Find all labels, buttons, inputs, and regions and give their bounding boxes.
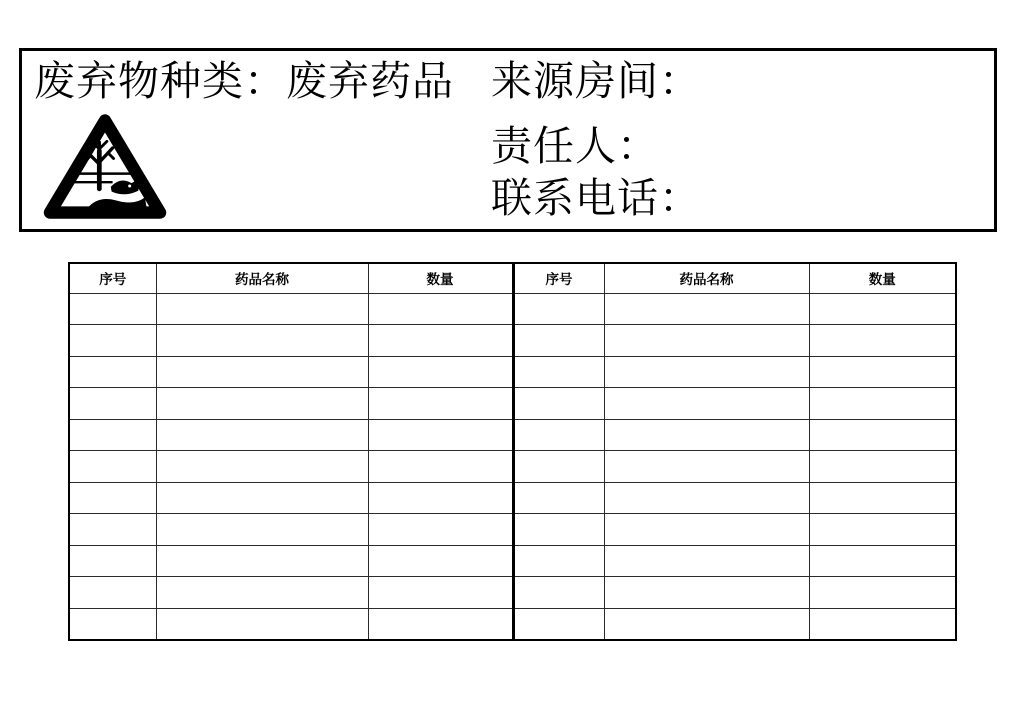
table-cell-empty	[604, 451, 809, 483]
waste-type-line	[34, 58, 454, 104]
table-cell-empty	[604, 577, 809, 609]
table-row	[69, 419, 956, 451]
table-cell-empty	[368, 388, 513, 420]
table-cell-empty	[809, 545, 956, 577]
table-cell-empty	[513, 608, 604, 640]
table-cell-empty	[69, 293, 156, 325]
table-cell-empty	[604, 545, 809, 577]
table-cell-empty	[69, 325, 156, 357]
environmental-hazard-icon	[42, 111, 168, 223]
table-cell-empty	[513, 356, 604, 388]
waste-label-box	[19, 48, 997, 232]
table-cell-empty	[69, 545, 156, 577]
table-cell-empty	[368, 545, 513, 577]
table-cell-empty	[156, 482, 368, 514]
col-header-name-right: 药品名称	[604, 263, 809, 293]
table-body	[69, 293, 956, 640]
table-cell-empty	[368, 293, 513, 325]
table-cell-empty	[809, 325, 956, 357]
table-cell-empty	[368, 356, 513, 388]
waste-type-label: 废弃物种类：	[34, 57, 286, 105]
table-row	[69, 451, 956, 483]
table-cell-empty	[156, 293, 368, 325]
table-cell-empty	[513, 388, 604, 420]
table-cell-empty	[604, 293, 809, 325]
table-cell-empty	[513, 419, 604, 451]
table-cell-empty	[513, 545, 604, 577]
table-cell-empty	[156, 451, 368, 483]
col-header-quantity-left: 数量	[368, 263, 513, 293]
table-cell-empty	[368, 482, 513, 514]
table-row	[69, 388, 956, 420]
table-cell-empty	[809, 451, 956, 483]
table-cell-empty	[156, 325, 368, 357]
table-cell-empty	[156, 356, 368, 388]
table-row	[69, 293, 956, 325]
table-cell-empty	[513, 451, 604, 483]
table-cell-empty	[513, 482, 604, 514]
table-cell-empty	[604, 325, 809, 357]
table-cell-empty	[368, 608, 513, 640]
table-cell-empty	[69, 388, 156, 420]
table-cell-empty	[513, 577, 604, 609]
col-header-index-left: 序号	[69, 263, 156, 293]
table-cell-empty	[604, 356, 809, 388]
table-cell-empty	[368, 451, 513, 483]
table-cell-empty	[69, 451, 156, 483]
col-header-quantity-right: 数量	[809, 263, 956, 293]
table-cell-empty	[809, 293, 956, 325]
table-cell-empty	[513, 325, 604, 357]
table-cell-empty	[368, 577, 513, 609]
table-cell-empty	[809, 608, 956, 640]
col-header-index-right: 序号	[513, 263, 604, 293]
table-cell-empty	[513, 514, 604, 546]
table-cell-empty	[604, 388, 809, 420]
table-cell-empty	[156, 608, 368, 640]
table-cell-empty	[809, 577, 956, 609]
table-cell-empty	[809, 388, 956, 420]
table-row	[69, 356, 956, 388]
table-row	[69, 577, 956, 609]
medicine-table	[68, 262, 957, 641]
table-row	[69, 482, 956, 514]
responsible-person-label: 责任人：	[491, 122, 659, 170]
table-cell-empty	[604, 514, 809, 546]
table-cell-empty	[368, 514, 513, 546]
table-cell-empty	[69, 419, 156, 451]
table-cell-empty	[604, 419, 809, 451]
contact-phone-label: 联系电话：	[491, 174, 701, 222]
table-cell-empty	[156, 388, 368, 420]
table-cell-empty	[604, 482, 809, 514]
table-cell-empty	[604, 608, 809, 640]
table-header-row	[69, 263, 956, 293]
table-cell-empty	[69, 356, 156, 388]
table-cell-empty	[368, 325, 513, 357]
table-cell-empty	[69, 577, 156, 609]
table-cell-empty	[156, 545, 368, 577]
table-row	[69, 514, 956, 546]
table-cell-empty	[809, 482, 956, 514]
table-cell-empty	[368, 419, 513, 451]
table-cell-empty	[156, 419, 368, 451]
col-header-name-left: 药品名称	[156, 263, 368, 293]
table-cell-empty	[513, 293, 604, 325]
table-cell-empty	[69, 482, 156, 514]
table-row	[69, 325, 956, 357]
table-cell-empty	[156, 577, 368, 609]
table-cell-empty	[809, 419, 956, 451]
table-cell-empty	[69, 608, 156, 640]
table-cell-empty	[809, 356, 956, 388]
waste-type-value: 废弃药品	[286, 57, 454, 105]
table-row	[69, 545, 956, 577]
source-room-label: 来源房间：	[491, 57, 701, 105]
table-cell-empty	[156, 514, 368, 546]
table-cell-empty	[69, 514, 156, 546]
table-row	[69, 608, 956, 640]
table-cell-empty	[809, 514, 956, 546]
